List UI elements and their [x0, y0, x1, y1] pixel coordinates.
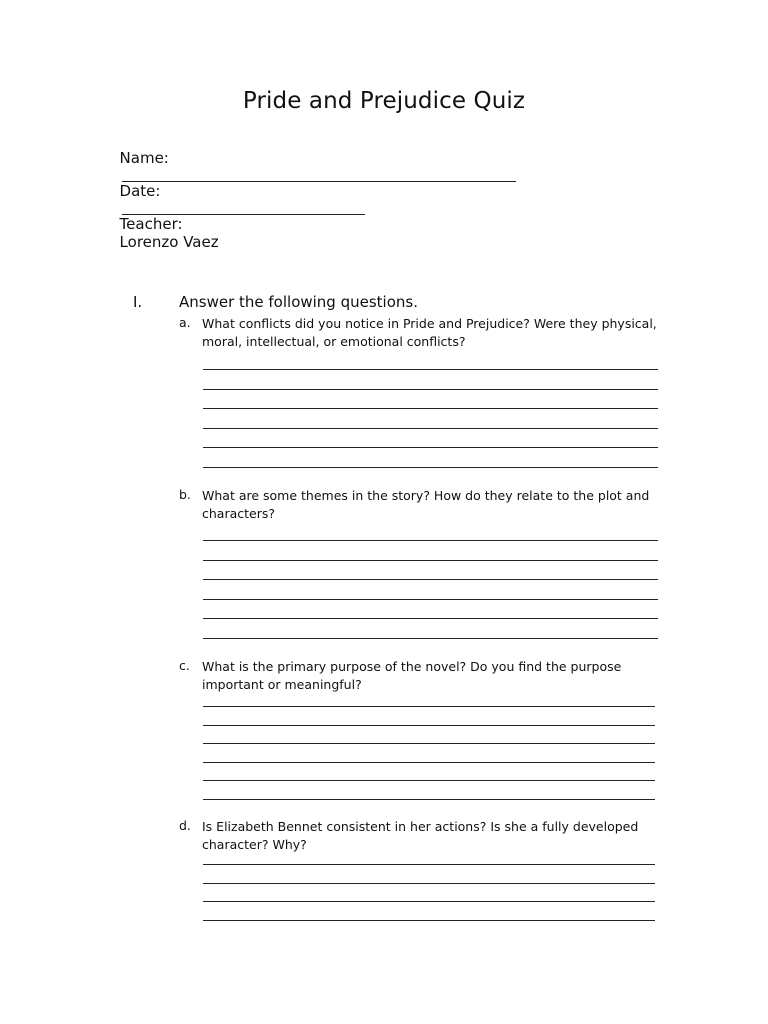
answer-line[interactable]	[203, 428, 658, 429]
section-numeral: I.	[133, 293, 143, 311]
answer-line[interactable]	[203, 560, 658, 561]
answer-line[interactable]	[203, 864, 655, 865]
question-letter: d.	[179, 818, 191, 833]
question-letter: a.	[179, 315, 191, 330]
answer-line[interactable]	[203, 762, 655, 763]
answer-lines	[203, 706, 655, 800]
answer-line[interactable]	[203, 389, 658, 390]
answer-line[interactable]	[203, 408, 658, 409]
answer-line[interactable]	[203, 725, 655, 726]
question-text: Is Elizabeth Bennet consistent in her actions? Is she a fully developed character? Why?	[202, 819, 639, 852]
answer-line[interactable]	[203, 599, 658, 600]
question-text: What are some themes in the story? How do they relate to the plot and characters?	[202, 488, 650, 521]
answer-line[interactable]	[203, 743, 655, 744]
answer-line[interactable]	[203, 883, 655, 884]
answer-lines	[203, 864, 655, 921]
question-letter: b.	[179, 487, 191, 502]
answer-line[interactable]	[203, 369, 658, 370]
date-label: Date:	[119, 182, 161, 200]
question-text: What is the primary purpose of the novel? Do you find the purpose important or meaningful?	[202, 659, 622, 692]
answer-lines	[203, 369, 658, 468]
name-label: Name:	[119, 149, 169, 167]
answer-line[interactable]	[203, 540, 658, 541]
section-heading: Answer the following questions.	[179, 293, 418, 311]
answer-line[interactable]	[203, 579, 658, 580]
question-letter: c.	[179, 658, 190, 673]
answer-line[interactable]	[203, 467, 658, 468]
teacher-field	[110, 197, 219, 251]
answer-line[interactable]	[203, 638, 658, 639]
teacher-label: Teacher:	[119, 215, 183, 233]
answer-lines	[203, 540, 658, 639]
answer-line[interactable]	[203, 618, 658, 619]
answer-line[interactable]	[203, 706, 655, 707]
answer-line[interactable]	[203, 780, 655, 781]
answer-line[interactable]	[203, 901, 655, 902]
question-text: What conflicts did you notice in Pride and Prejudice? Were they physical, moral, intellectual, or emotional conflicts?	[202, 316, 657, 349]
answer-line[interactable]	[203, 447, 658, 448]
answer-line[interactable]	[203, 920, 655, 921]
answer-line[interactable]	[203, 799, 655, 800]
quiz-title: Pride and Prejudice Quiz	[242, 88, 526, 114]
teacher-name: Lorenzo Vaez	[119, 233, 219, 251]
